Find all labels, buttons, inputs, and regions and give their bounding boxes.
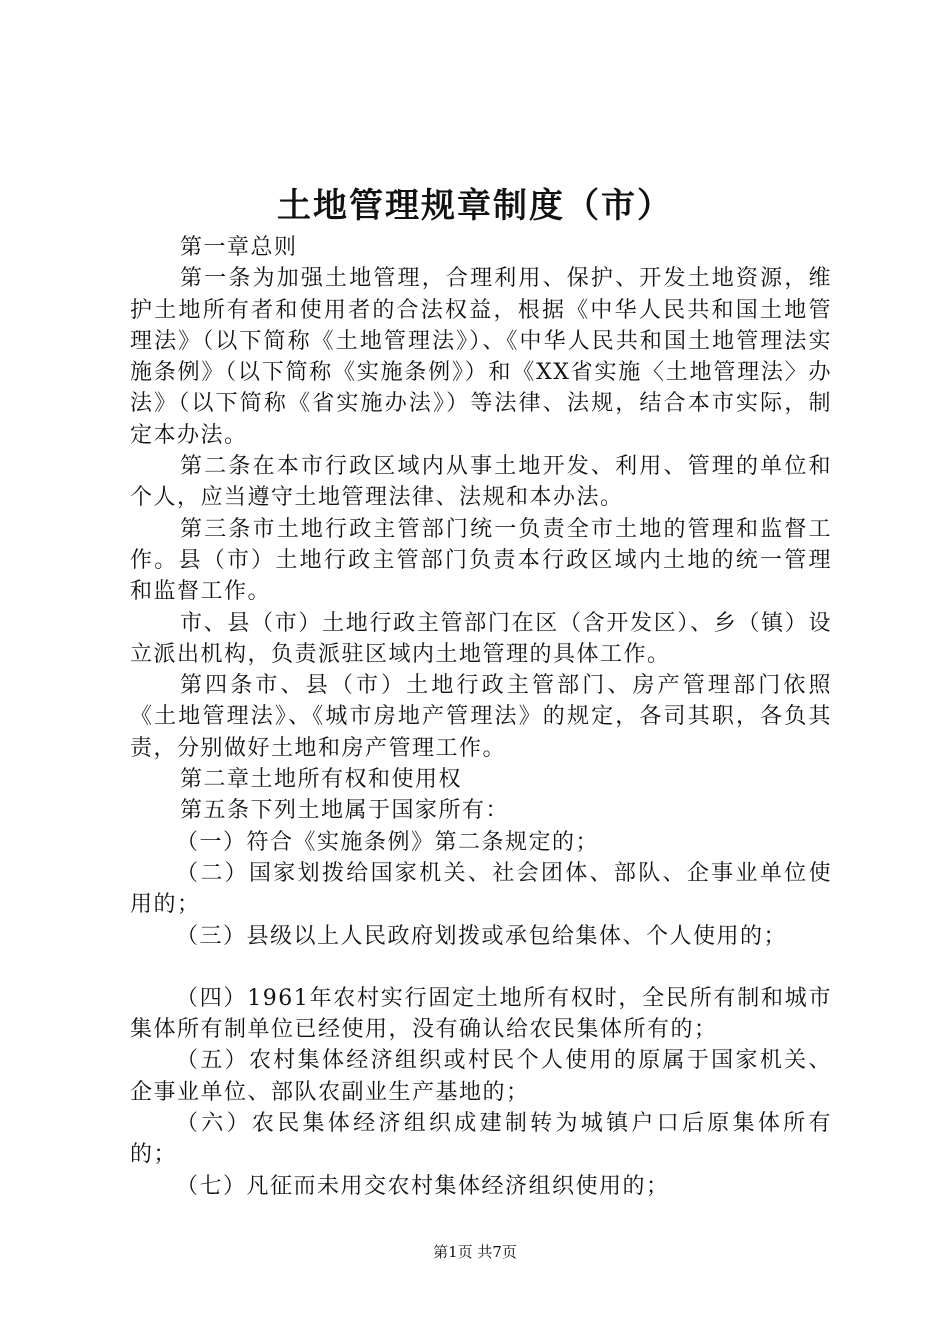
document-body	[130, 232, 832, 1202]
article-paragraph: 第三条市土地行政主管部门统一负责全市土地的管理和监督工作。县（市）土地行政主管部门负责本行政区域内土地的统一管理和监督工作。	[130, 516, 832, 605]
chapter-heading: 第一章总则	[180, 235, 298, 260]
page-footer: 第1页 共7页	[433, 1243, 517, 1261]
document-title: 土地管理规章制度（市）	[277, 186, 673, 226]
article-paragraph: 市、县（市）土地行政主管部门在区（含开发区）、乡（镇）设立派出机构，负责派驻区域内土地管理的具体工作。	[130, 610, 832, 667]
list-item: （七）凡征而未用交农村集体经济组织使用的；	[176, 1173, 670, 1199]
article-paragraph: 第一条为加强土地管理，合理利用、保护、开发土地资源，维护土地所有者和使用者的合法权益，根据《中华人民共和国土地管理法》（以下简称《土地管理法》）、《中华人民共和国土地管理法实施条例》（以下简称《实施条例》）和《XX省实施〈土地管理法〉办法》（以下简称《省实施办法》）等法律、法规，结合本市实际，制定本办法。	[130, 266, 832, 448]
list-item: （五）农村集体经济组织或村民个人使用的原属于国家机关、企事业单位、部队农副业生产基地的；	[130, 1048, 832, 1105]
list-item: （一）符合《实施条例》第二条规定的；	[176, 829, 600, 855]
article-paragraph: 第四条市、县（市）土地行政主管部门、房产管理部门依照《土地管理法》、《城市房地产管理法》的规定，各司其职，各负其责，分别做好土地和房产管理工作。	[130, 673, 832, 761]
list-item: （三）县级以上人民政府划拨或承包给集体、个人使用的；	[176, 923, 788, 949]
list-item: （四）1961年农村实行固定土地所有权时，全民所有制和城市集体所有制单位已经使用，没有确认给农民集体所有的；	[130, 985, 832, 1043]
list-item: （二）国家划拨给国家机关、社会团体、部队、企事业单位使用的；	[130, 860, 832, 918]
article-paragraph: 第五条下列土地属于国家所有：	[180, 798, 510, 824]
list-item: （六）农民集体经济组织成建制转为城镇户口后原集体所有的；	[130, 1111, 832, 1168]
article-paragraph: 第二条在本市行政区域内从事土地开发、利用、管理的单位和个人，应当遵守土地管理法律、法规和本办法。	[130, 454, 832, 511]
chapter-heading: 第二章土地所有权和使用权	[180, 767, 463, 793]
